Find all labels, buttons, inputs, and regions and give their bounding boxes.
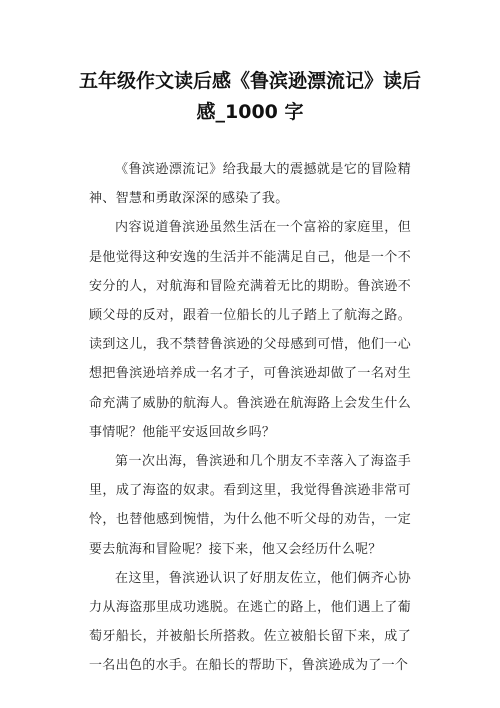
paragraph: 在这里，鲁滨逊认识了好朋友佐立，他们俩齐心协力从海盗那里成功逃脱。在逃亡的路上，他们遇上了葡萄牙船长，并被船长所搭救。佐立被船长留下来，成了一名出色的水手。在船长的帮助下，鲁滨逊成为了一个 bbox=[89, 570, 411, 674]
paragraph: 内容说道鲁滨逊虽然生活在一个富裕的家庭里，但是他觉得这种安逸的生活并不能满足自己，他是一个不安分的人，对航海和冒险充满着无比的期盼。鲁滨逊不顾父母的反对，跟着一位船长的儿子踏上了航海之路。读到这儿，我不禁替鲁滨逊的父母感到可惜，他们一心想把鲁滨逊培养成一名才子，可鲁滨逊却做了一名对生命充满了威胁的航海人。鲁滨逊在航海路上会发生什么事情呢？他能平安返回故乡吗？ bbox=[89, 220, 411, 440]
document-title: 五年级作文读后感《鲁滨逊漂流记》读后感_1000 字 bbox=[78, 70, 421, 123]
paragraph: 《鲁滨逊漂流记》给我最大的震撼就是它的冒险精神、智慧和勇敢深深的感染了我。 bbox=[89, 162, 411, 207]
paragraph: 第一次出海，鲁滨逊和几个朋友不幸落入了海盗手里，成了海盗的奴隶。看到这里，我觉得鲁滨逊非常可怜，也替他感到惋惜，为什么他不听父母的劝告，一定要去航海和冒险呢？接下来，他又会经历什么呢？ bbox=[89, 454, 411, 557]
document-body bbox=[89, 155, 411, 681]
